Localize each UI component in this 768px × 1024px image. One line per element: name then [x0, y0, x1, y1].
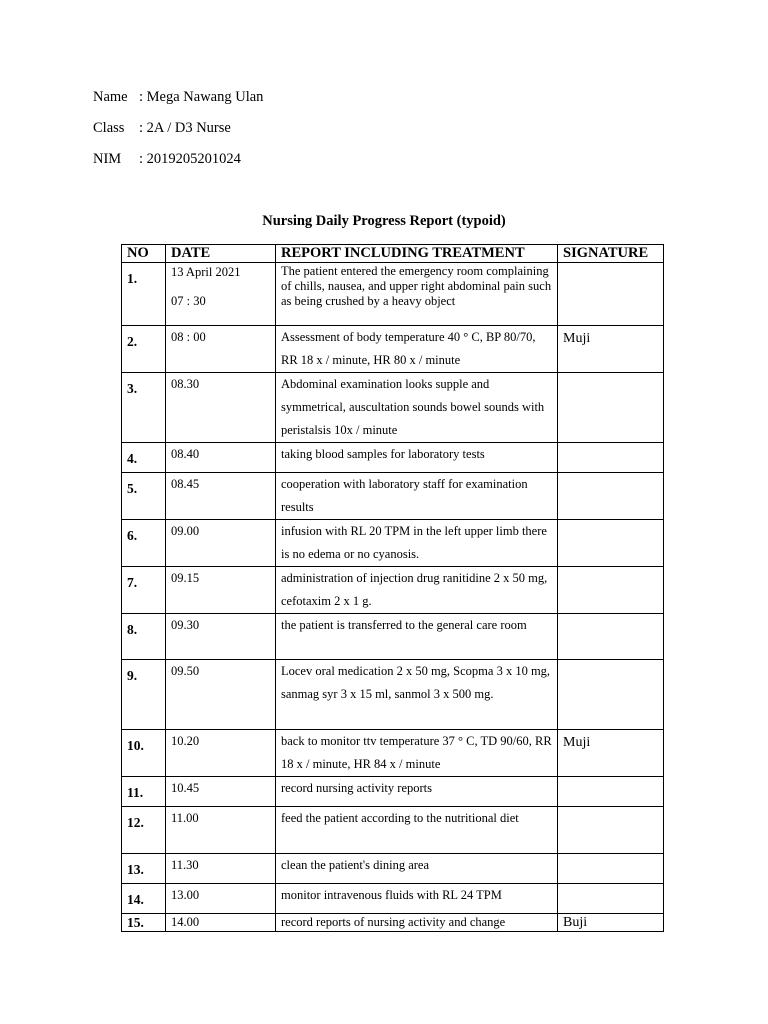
row-date: 09.50	[166, 660, 276, 730]
row-signature: Buji	[558, 914, 664, 932]
header-date: DATE	[166, 245, 276, 263]
row-number: 1.	[122, 263, 166, 326]
header-report: REPORT INCLUDING TREATMENT	[276, 245, 558, 263]
row-number: 7.	[122, 567, 166, 614]
row-date-day: 13 April 2021	[171, 265, 241, 279]
student-nim-row	[93, 150, 241, 168]
row-date: 09.30	[166, 614, 276, 660]
name-value: : Mega Nawang Ulan	[139, 89, 264, 105]
row-report: back to monitor ttv temperature 37 ° C, TD 90/60, RR 18 x / minute, HR 84 x / minute	[276, 730, 558, 777]
row-date: 13.00	[166, 884, 276, 914]
table-row	[122, 263, 664, 326]
row-date: 14.00	[166, 914, 276, 932]
row-date: 09.15	[166, 567, 276, 614]
row-signature: Muji	[558, 326, 664, 373]
row-number: 8.	[122, 614, 166, 660]
row-date: 08.40	[166, 443, 276, 473]
table-row	[122, 326, 664, 373]
nim-value: : 2019205201024	[139, 151, 241, 167]
row-report: record reports of nursing activity and change	[276, 914, 558, 932]
row-signature	[558, 777, 664, 807]
table-row	[122, 567, 664, 614]
header-no: NO	[122, 245, 166, 263]
row-number: 5.	[122, 473, 166, 520]
row-signature	[558, 473, 664, 520]
progress-report-table	[121, 244, 664, 932]
table-row	[122, 914, 664, 932]
row-number: 15.	[122, 914, 166, 932]
table-row	[122, 884, 664, 914]
row-number: 10.	[122, 730, 166, 777]
row-date: 08.45	[166, 473, 276, 520]
row-date: 11.00	[166, 807, 276, 854]
header-signature: SIGNATURE	[558, 245, 664, 263]
row-report: record nursing activity reports	[276, 777, 558, 807]
row-signature	[558, 567, 664, 614]
row-date: 10.45	[166, 777, 276, 807]
row-date: 11.30	[166, 854, 276, 884]
row-number: 6.	[122, 520, 166, 567]
row-date-time: 07 : 30	[171, 294, 206, 308]
row-report: taking blood samples for laboratory tests	[276, 443, 558, 473]
table-row	[122, 807, 664, 854]
table-row	[122, 730, 664, 777]
row-number: 2.	[122, 326, 166, 373]
row-signature	[558, 614, 664, 660]
row-report: Assessment of body temperature 40 ° C, BP 80/70, RR 18 x / minute, HR 80 x / minute	[276, 326, 558, 373]
row-number: 12.	[122, 807, 166, 854]
row-report: administration of injection drug ranitidine 2 x 50 mg, cefotaxim 2 x 1 g.	[276, 567, 558, 614]
row-signature	[558, 854, 664, 884]
row-signature	[558, 807, 664, 854]
table-row	[122, 777, 664, 807]
row-signature	[558, 884, 664, 914]
table-row	[122, 473, 664, 520]
row-report: Locev oral medication 2 x 50 mg, Scopma 3 x 10 mg, sanmag syr 3 x 15 ml, sanmol 3 x 500 mg.	[276, 660, 558, 730]
row-report: The patient entered the emergency room complaining of chills, nausea, and upper right abdominal pain such as being crushed by a heavy object	[276, 263, 558, 326]
row-report: cooperation with laboratory staff for examination results	[276, 473, 558, 520]
row-number: 11.	[122, 777, 166, 807]
row-report: feed the patient according to the nutritional diet	[276, 807, 558, 854]
table-row	[122, 520, 664, 567]
row-report: infusion with RL 20 TPM in the left upper limb there is no edema or no cyanosis.	[276, 520, 558, 567]
class-label: Class	[93, 120, 125, 136]
name-label: Name	[93, 89, 128, 105]
row-report: clean the patient's dining area	[276, 854, 558, 884]
row-date: 08 : 00	[166, 326, 276, 373]
row-signature: Muji	[558, 730, 664, 777]
row-signature	[558, 443, 664, 473]
row-report: the patient is transferred to the general care room	[276, 614, 558, 660]
student-name-row	[93, 88, 263, 106]
table-row	[122, 443, 664, 473]
row-number: 3.	[122, 373, 166, 443]
row-number: 4.	[122, 443, 166, 473]
table-row	[122, 373, 664, 443]
table-header-row	[122, 245, 664, 263]
row-date: 10.20	[166, 730, 276, 777]
row-report: monitor intravenous fluids with RL 24 TPM	[276, 884, 558, 914]
nim-label: NIM	[93, 151, 122, 167]
row-number: 13.	[122, 854, 166, 884]
row-number: 9.	[122, 660, 166, 730]
document-title: Nursing Daily Progress Report (typoid)	[262, 213, 506, 229]
table-row	[122, 614, 664, 660]
row-date	[166, 263, 276, 326]
row-report: Abdominal examination looks supple and symmetrical, auscultation sounds bowel sounds with peristalsis 10x / minute	[276, 373, 558, 443]
table-row	[122, 660, 664, 730]
row-number: 14.	[122, 884, 166, 914]
table-row	[122, 854, 664, 884]
row-signature	[558, 263, 664, 326]
row-date: 09.00	[166, 520, 276, 567]
class-value: : 2A / D3 Nurse	[139, 120, 231, 136]
row-signature	[558, 660, 664, 730]
student-class-row	[93, 119, 231, 137]
row-signature	[558, 520, 664, 567]
row-signature	[558, 373, 664, 443]
row-date: 08.30	[166, 373, 276, 443]
